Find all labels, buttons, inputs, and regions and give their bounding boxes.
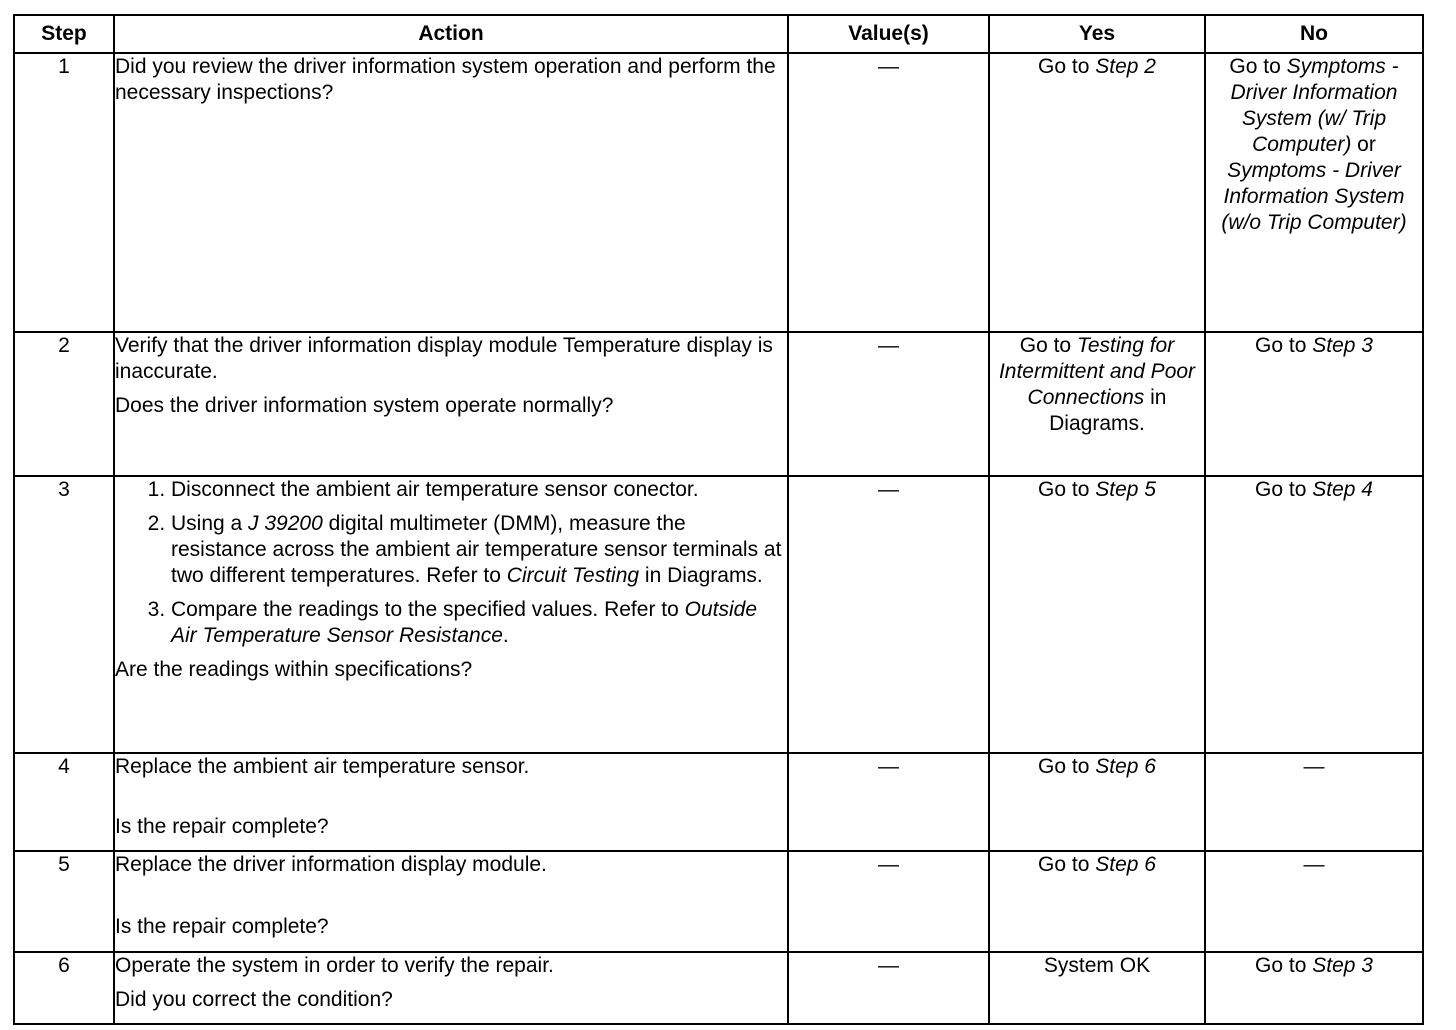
step-number: 5 — [14, 851, 114, 952]
action-cell — [114, 332, 788, 476]
no-cell — [1205, 476, 1423, 753]
header-action: Action — [114, 15, 788, 53]
no-reference: Step 3 — [1312, 954, 1373, 977]
substep-item — [171, 511, 787, 589]
no-reference: Step 3 — [1312, 334, 1373, 357]
no-prefix: Go to — [1229, 55, 1287, 78]
no-cell — [1205, 53, 1423, 332]
action-cell — [114, 753, 788, 851]
substep-list — [115, 477, 787, 649]
no-cell — [1205, 332, 1423, 476]
header-step: Step — [14, 15, 114, 53]
diagnostic-table — [13, 14, 1424, 1025]
no-cell: — — [1205, 851, 1423, 952]
header-row — [14, 15, 1423, 53]
step-number: 6 — [14, 952, 114, 1024]
table-row — [14, 753, 1423, 851]
substep-text: Compare the readings to the specified values. Refer to — [171, 598, 685, 621]
table-row — [14, 476, 1423, 753]
table-row — [14, 53, 1423, 332]
action-text: Replace the driver information display module. — [115, 853, 547, 876]
table-row — [14, 952, 1423, 1024]
substep-text: digital multimeter (DMM), measure the resistance across the ambient air temperature sensor terminals at two different temperatures. Refer to — [171, 512, 782, 587]
yes-cell — [989, 851, 1205, 952]
value-cell: — — [788, 952, 989, 1024]
header-values: Value(s) — [788, 15, 989, 53]
table-row — [14, 851, 1423, 952]
action-cell — [114, 53, 788, 332]
value-cell: — — [788, 53, 989, 332]
yes-reference: Step 6 — [1095, 755, 1156, 778]
no-cell: — — [1205, 753, 1423, 851]
action-text: Replace the ambient air temperature sensor. — [115, 755, 530, 778]
yes-cell — [989, 53, 1205, 332]
yes-prefix: Go to — [1038, 478, 1096, 501]
action-cell — [114, 476, 788, 753]
header-no: No — [1205, 15, 1423, 53]
no-prefix: Go to — [1255, 334, 1313, 357]
substep-text: Using a — [171, 512, 249, 535]
yes-cell — [989, 753, 1205, 851]
substep-item — [171, 477, 787, 503]
substep-text: . — [502, 624, 509, 647]
substep-text: in Diagrams. — [639, 564, 763, 587]
action-cell — [114, 952, 788, 1024]
no-reference: Symptoms - Driver Information System (w/o Trip Computer) — [1221, 159, 1407, 234]
yes-reference: Step 2 — [1095, 55, 1156, 78]
yes-cell — [989, 332, 1205, 476]
no-cell — [1205, 952, 1423, 1024]
no-reference: Step 4 — [1312, 478, 1373, 501]
value-cell: — — [788, 851, 989, 952]
yes-prefix: Go to — [1019, 334, 1077, 357]
header-yes: Yes — [989, 15, 1205, 53]
step-number: 4 — [14, 753, 114, 851]
yes-prefix: Go to — [1038, 755, 1096, 778]
step-number: 2 — [14, 332, 114, 476]
doc-reference: Circuit Testing — [506, 564, 640, 587]
no-prefix: Go to — [1255, 954, 1313, 977]
step-number: 3 — [14, 476, 114, 753]
yes-reference: Step 6 — [1095, 853, 1156, 876]
yes-cell: System OK — [989, 952, 1205, 1024]
no-conjunction: or — [1351, 133, 1376, 156]
action-cell — [114, 851, 788, 952]
action-question: Are the readings within specifications? — [115, 658, 473, 681]
yes-cell — [989, 476, 1205, 753]
yes-prefix: Go to — [1038, 55, 1096, 78]
yes-suffix: in Diagrams. — [1049, 386, 1167, 435]
doc-reference: Outside Air Temperature Sensor Resistance — [171, 598, 757, 647]
value-cell: — — [788, 332, 989, 476]
yes-reference: Step 5 — [1095, 478, 1156, 501]
action-text: Verify that the driver information display module Temperature display is inaccurate. — [115, 334, 773, 383]
action-question: Did you review the driver information system operation and perform the necessary inspections? — [115, 55, 776, 104]
no-prefix: Go to — [1255, 478, 1313, 501]
tool-reference: J 39200 — [248, 512, 323, 535]
step-number: 1 — [14, 53, 114, 332]
action-question: Is the repair complete? — [115, 915, 329, 938]
action-question: Does the driver information system operate normally? — [115, 394, 614, 417]
action-question: Is the repair complete? — [115, 815, 329, 838]
no-reference: Symptoms - Driver Information System (w/ Trip Computer) — [1230, 55, 1399, 156]
value-cell: — — [788, 753, 989, 851]
yes-prefix: Go to — [1038, 853, 1096, 876]
yes-reference: Testing for Intermittent and Poor Connections — [998, 334, 1196, 409]
table-row — [14, 332, 1423, 476]
substep-item — [171, 597, 787, 649]
action-text: Operate the system in order to verify the repair. — [115, 954, 554, 977]
action-question: Did you correct the condition? — [115, 988, 393, 1011]
substep-text: Disconnect the ambient air temperature sensor conector. — [171, 478, 699, 501]
value-cell: — — [788, 476, 989, 753]
